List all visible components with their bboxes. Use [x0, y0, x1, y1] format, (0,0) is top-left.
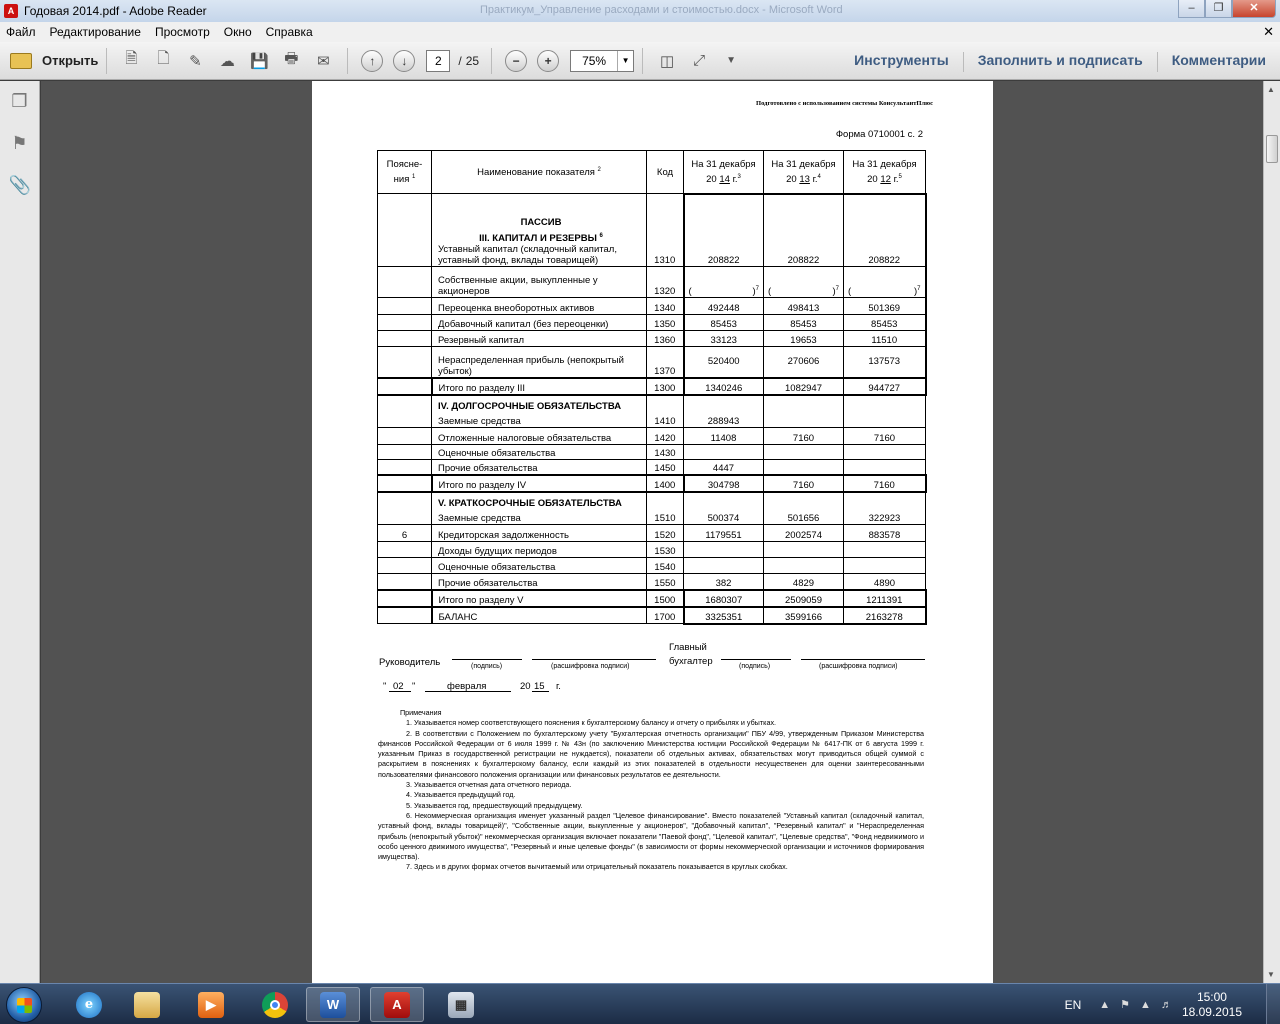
note-cell — [378, 492, 432, 525]
text-fragment: Наименование показателя — [477, 167, 595, 179]
note-cell: 6 — [378, 525, 432, 542]
row-name: Собственные акции, выкупленные у акционеров — [432, 267, 647, 298]
open-button[interactable] — [10, 53, 98, 69]
value-cell — [684, 267, 764, 298]
value-cell: 11408 — [684, 428, 764, 445]
value-cell: 137573 — [844, 347, 926, 378]
text-fragment: " — [383, 681, 387, 692]
value-cell: 11510 — [844, 331, 926, 347]
value-cell: 382 — [684, 574, 764, 590]
text-fragment: ) — [832, 286, 836, 297]
value-cell — [844, 267, 926, 298]
value-cell — [684, 558, 764, 574]
sign-month: февраля — [447, 681, 487, 692]
print-icon[interactable]: 🖶 — [284, 50, 299, 67]
edit-pdf-icon[interactable]: ✎ — [189, 52, 202, 70]
chief-accountant-label-1: Главный — [669, 642, 707, 653]
row-name: Переоценка внеоборотных активов — [432, 298, 647, 315]
toolbar-separator — [1157, 52, 1158, 72]
scroll-down-icon[interactable]: ▼ — [1267, 970, 1275, 979]
value-cell: 85453 — [764, 315, 844, 331]
note-cell — [378, 475, 432, 492]
note-7: 7. Здесь и в других формах отчетов вычитаемый или отрицательный показатель показывается в круглых скобках. — [406, 862, 788, 872]
footnotes — [378, 708, 924, 873]
value-cell: 3599166 — [764, 607, 844, 624]
note-cell — [378, 267, 432, 298]
value-cell: 288943 — [684, 395, 764, 428]
code-cell: 1300 — [647, 378, 684, 395]
create-pdf-icon[interactable]: 🗎 — [125, 50, 138, 67]
footnote-ref: 5 — [898, 173, 902, 180]
sign-day: 02 — [393, 681, 404, 692]
section-3-title — [438, 233, 644, 244]
system-tray — [1065, 984, 1280, 1024]
text-fragment: Заемные средства — [438, 416, 521, 427]
head-decode-line — [532, 648, 656, 660]
note-cell — [378, 590, 432, 607]
start-button[interactable] — [6, 987, 42, 1023]
note-cell — [378, 395, 432, 428]
menu-file[interactable]: Файл — [6, 25, 36, 39]
footnote-ref: 7 — [755, 285, 759, 292]
page-separator: / — [458, 53, 462, 68]
full-screen-icon[interactable]: ⤢ — [693, 52, 706, 69]
value-cell — [764, 445, 844, 460]
row-name: Оценочные обязательства — [432, 558, 647, 574]
note-cell — [378, 347, 432, 378]
window-title: Годовая 2014.pdf - Adobe Reader — [24, 4, 207, 18]
taskbar-chrome[interactable] — [248, 987, 302, 1022]
value-cell: 520400 — [684, 347, 764, 378]
head-label: Руководитель — [379, 657, 441, 668]
code-cell: 1700 — [647, 607, 684, 624]
text-fragment: 20 — [786, 173, 797, 185]
row-name: Доходы будущих периодов — [432, 542, 647, 558]
chrome-icon — [262, 992, 288, 1018]
value-cell — [844, 558, 926, 574]
note-cell — [378, 558, 432, 574]
taskbar-word[interactable] — [306, 987, 360, 1022]
upload-cloud-icon[interactable]: ☁ — [219, 52, 235, 70]
fit-page-icon[interactable]: ◫ — [660, 52, 675, 70]
table-row — [378, 558, 926, 574]
show-desktop-button[interactable] — [1266, 984, 1280, 1024]
scroll-up-icon[interactable]: ▲ — [1267, 85, 1275, 94]
text-fragment: 20 — [867, 173, 878, 185]
row-name: Уставный капитал (складочный капитал, уставный фонд, вклады товарищей) — [438, 244, 617, 266]
value-cell: 85453 — [684, 315, 764, 331]
value-cell: 2509059 — [764, 590, 844, 607]
value-cell — [764, 395, 844, 428]
document-close-icon[interactable]: ✕ — [1263, 24, 1274, 39]
background-window-title: Практикум_Управление расходами и стоимостью.docx - Microsoft Word — [480, 4, 843, 16]
adobe-reader-icon: A — [384, 992, 410, 1018]
table-row-subtotal — [378, 378, 926, 395]
table-row-subtotal — [378, 475, 926, 492]
value-cell — [684, 542, 764, 558]
code-cell: 1500 — [647, 590, 684, 607]
action-center-icon[interactable]: ⚑ — [1120, 999, 1131, 1011]
value-cell: 7160 — [764, 428, 844, 445]
table-row-total — [378, 607, 926, 624]
table-row — [378, 542, 926, 558]
text-fragment: 13 — [799, 173, 810, 185]
code-cell: 1450 — [647, 460, 684, 475]
text-fragment: На 31 декабря — [691, 158, 756, 170]
value-cell: 19653 — [764, 331, 844, 347]
zoom-out-icon[interactable]: − — [505, 50, 527, 72]
tab-tools[interactable]: Инструменты — [854, 52, 949, 68]
note-cell — [378, 298, 432, 315]
code-cell: 1360 — [647, 331, 684, 347]
toolbar-separator — [347, 48, 348, 74]
toolbar-separator — [491, 48, 492, 74]
footnote-ref: 6 — [599, 232, 603, 239]
header-code: Код — [647, 151, 684, 194]
main-toolbar — [0, 42, 1280, 80]
head-decode-caption: (расшифровка подписи) — [551, 663, 630, 670]
row-name — [432, 395, 647, 428]
code-cell: 1400 — [647, 475, 684, 492]
text-fragment: 20 — [520, 681, 531, 692]
table-row — [378, 460, 926, 475]
value-cell — [764, 542, 844, 558]
row-name: Итого по разделу IV — [432, 475, 647, 492]
value-cell: 492448 — [684, 298, 764, 315]
code-cell: 1510 — [647, 492, 684, 525]
value-cell: 33123 — [684, 331, 764, 347]
taskbar-calculator[interactable] — [434, 987, 488, 1022]
footnote-ref: 7 — [835, 285, 839, 292]
menu-help[interactable]: Справка — [265, 25, 313, 39]
code-cell: 1520 — [647, 525, 684, 542]
menu-edit[interactable]: Редактирование — [49, 25, 141, 39]
text-fragment: ( — [848, 285, 852, 297]
text-fragment: ( — [688, 285, 692, 297]
taskbar-media-player[interactable] — [184, 987, 238, 1022]
header-year-2 — [764, 151, 844, 194]
note-cell — [378, 574, 432, 590]
table-row — [378, 492, 926, 525]
note-cell — [378, 331, 432, 347]
note-cell — [378, 460, 432, 475]
menu-window[interactable]: Окно — [223, 25, 252, 39]
minimize-button[interactable]: – — [1178, 0, 1205, 18]
menu-bar — [0, 22, 1280, 42]
value-cell: 208822 — [764, 194, 844, 267]
zoom-select[interactable] — [570, 50, 634, 72]
form-number: Форма 0710001 с. 2 — [835, 129, 923, 140]
text-fragment: " — [412, 681, 416, 692]
value-cell: 1082947 — [764, 378, 844, 395]
tab-comments[interactable]: Комментарии — [1171, 52, 1266, 68]
text-fragment — [914, 286, 921, 297]
note-cell — [378, 445, 432, 460]
footnote-ref: 3 — [737, 173, 741, 180]
clock[interactable] — [1182, 990, 1242, 1020]
row-name: Прочие обязательства — [432, 460, 647, 475]
code-cell: 1340 — [647, 298, 684, 315]
value-cell: 1680307 — [684, 590, 764, 607]
row-name: Добавочный капитал (без переоценки) — [432, 315, 647, 331]
code-cell: 1410 — [647, 395, 684, 428]
note-6: 6. Некоммерческая организация именует указанный раздел "Целевое финансирование". Вместо показателей "Уставный капитал (складочный капитал, уставный фонд, вклады товарищей)", "Собственные акции, выкупленные у акционеров", "Добавочный капитал", "Резервный капитал" и "Нераспределенная прибыль (непокрытый убыток)" некоммерческая организация включает показатели "Паевой фонд", "Целевой капитал", "Целевые средства", "Фонд недвижимого и особо ценного движимого имущества", "Резервный и иные целевые фонды" (в зависимости от формы некоммерческой организации и источников формирования имущества). — [378, 810, 924, 862]
chevron-down-icon[interactable]: ▼ — [617, 51, 633, 71]
show-hidden-icons-icon[interactable]: ▲ — [1099, 998, 1111, 1011]
accountant-decode-line — [801, 648, 925, 660]
code-cell: 1310 — [647, 194, 684, 267]
accountant-sign-line — [721, 648, 791, 660]
table-row — [378, 395, 926, 428]
accountant-sign-caption: (подпись) — [739, 663, 771, 670]
table-header — [378, 151, 926, 194]
text-fragment: Поясне-ния — [386, 158, 423, 186]
note-2: 2. В соответствии с Положением по бухгалтерскому учету "Бухгалтерская отчетность организации" ПБУ 4/99, утвержденным Приказом Министерства финансов Российской Федерации от 6 июля 1999 г. № 43н (по заключению Министерства юстиции Российской Федерации № 6417-ПК от 6 августа 1999 г. указанным Приказ в государственной регистрации не нуждается), показатели об отдельных активах, обязательствах могут приводиться общей суммой с раскрытием в пояснениях к бухгалтерскому балансу, если каждый из этих показателей в отдельности несущественен для оценки заинтересованными пользователями финансового положения организации или финансовых результатов ее деятельности. — [378, 728, 924, 779]
document-viewport[interactable] — [41, 81, 1263, 983]
note-1: 1. Указывается номер соответствующего пояснения к бухгалтерскому балансу и отчету о прибылях и убытках. — [406, 718, 777, 728]
text-fragment — [832, 286, 839, 297]
bookmarks-icon[interactable]: ⚑ — [11, 133, 28, 153]
footnote-ref: 4 — [817, 173, 821, 180]
code-cell: 1540 — [647, 558, 684, 574]
zoom-value: 75% — [582, 53, 607, 68]
vertical-scrollbar[interactable] — [1263, 81, 1280, 983]
head-sign-line — [452, 648, 522, 660]
task-panes — [828, 52, 1266, 72]
next-page-icon[interactable]: ↓ — [393, 50, 415, 72]
value-cell: 4890 — [844, 574, 926, 590]
text-fragment: На 31 декабря — [852, 158, 917, 170]
row-name — [432, 194, 647, 267]
scrollbar-thumb[interactable] — [1266, 135, 1278, 163]
attachments-icon[interactable]: 📎 — [8, 175, 31, 195]
code-cell: 1530 — [647, 542, 684, 558]
total-pages: 25 — [465, 53, 480, 68]
section-5-title: V. КРАТКОСРОЧНЫЕ ОБЯЗАТЕЛЬСТВА — [438, 498, 622, 509]
table-row — [378, 428, 926, 445]
text-fragment: г. — [556, 681, 561, 692]
table-row-subtotal — [378, 590, 926, 607]
value-cell: 1340246 — [684, 378, 764, 395]
value-cell — [764, 267, 844, 298]
value-cell: 1179551 — [684, 525, 764, 542]
clock-date: 18.09.2015 — [1181, 1004, 1242, 1019]
row-name: Кредиторская задолженность — [432, 525, 647, 542]
note-cell — [378, 542, 432, 558]
value-cell — [844, 460, 926, 475]
row-name — [432, 492, 647, 525]
toolbar-separator — [963, 52, 964, 72]
prepared-note: Подготовлено с использованием системы КонсультантПлюс — [756, 100, 933, 107]
value-cell: 7160 — [764, 475, 844, 492]
note-cell — [378, 428, 432, 445]
footnote-ref: 2 — [597, 167, 601, 174]
code-cell: 1350 — [647, 315, 684, 331]
maximize-button[interactable]: ❐ — [1205, 0, 1232, 18]
value-cell: 208822 — [844, 194, 926, 267]
tab-fill-sign[interactable]: Заполнить и подписать — [977, 52, 1143, 68]
row-name: Резервный капитал — [432, 331, 647, 347]
row-name: Итого по разделу III — [432, 378, 647, 395]
text-fragment — [752, 286, 759, 297]
section-liabilities: ПАССИВ — [520, 216, 562, 228]
clock-time: 15:00 — [1196, 989, 1227, 1004]
taskbar — [0, 983, 1280, 1024]
text-fragment: г. — [732, 173, 738, 185]
section-4-title: IV. ДОЛГОСРОЧНЫЕ ОБЯЗАТЕЛЬСТВА — [438, 401, 622, 412]
value-cell: 4447 — [684, 460, 764, 475]
value-cell: 501369 — [844, 298, 926, 315]
code-cell: 1370 — [647, 347, 684, 378]
row-name: Прочие обязательства — [432, 574, 647, 590]
email-icon[interactable]: ✉ — [317, 52, 330, 70]
code-cell: 1320 — [647, 267, 684, 298]
value-cell: 7160 — [844, 428, 926, 445]
notes-title: Примечания — [400, 708, 442, 717]
value-cell: 270606 — [764, 347, 844, 378]
header-year-1 — [684, 151, 764, 194]
value-cell: 2002574 — [764, 525, 844, 542]
note-4: 4. Указывается предыдущий год. — [406, 790, 516, 800]
table-row — [378, 525, 926, 542]
media-player-icon: ▶ — [198, 992, 224, 1018]
header-notes — [378, 151, 432, 194]
toolbar-separator — [106, 48, 107, 74]
value-cell — [844, 395, 926, 428]
row-name: Итого по разделу V — [432, 590, 647, 607]
page-thumbnails-icon[interactable]: ❐ — [11, 91, 28, 111]
note-cell — [378, 194, 432, 267]
volume-icon[interactable]: ♬ — [1160, 998, 1172, 1011]
header-year-3 — [844, 151, 926, 194]
value-cell: 944727 — [844, 378, 926, 395]
text-fragment: ) — [913, 286, 918, 297]
note-cell — [378, 607, 432, 624]
table-row — [378, 267, 926, 298]
code-cell: 1550 — [647, 574, 684, 590]
page-number-input[interactable]: 2 — [426, 50, 450, 72]
value-cell: 501656 — [764, 492, 844, 525]
value-cell — [844, 542, 926, 558]
code-cell: 1420 — [647, 428, 684, 445]
file-explorer-icon — [134, 992, 160, 1018]
language-indicator[interactable]: EN — [1064, 997, 1082, 1012]
sign-year: 15 — [534, 681, 545, 692]
taskbar-adobe-reader[interactable] — [370, 987, 424, 1022]
toolbar-more-icon[interactable]: ▼ — [726, 55, 737, 66]
toolbar-separator — [642, 48, 643, 74]
value-cell: 208822 — [684, 194, 764, 267]
word-icon: W — [320, 992, 346, 1018]
open-label: Открыть — [42, 53, 99, 68]
value-cell: 4829 — [764, 574, 844, 590]
text-fragment: Заемные средства — [438, 513, 521, 524]
previous-page-icon[interactable]: ↑ — [361, 50, 383, 72]
pdf-icon: A — [4, 4, 18, 18]
note-5: 5. Указывается год, предшествующий предыдущему. — [406, 800, 583, 810]
table-row — [378, 445, 926, 460]
value-cell: 2163278 — [844, 607, 926, 624]
table-row — [378, 194, 926, 267]
window-controls — [1178, 0, 1276, 18]
taskbar-explorer[interactable] — [120, 987, 174, 1022]
value-cell: 304798 — [684, 475, 764, 492]
row-name: Нераспределенная прибыль (непокрытый убыток) — [432, 347, 647, 378]
note-cell — [378, 315, 432, 331]
text-fragment: 12 — [880, 173, 891, 185]
navigation-pane — [0, 81, 40, 983]
value-cell — [684, 445, 764, 460]
balance-sheet-table — [377, 150, 927, 625]
note-3: 3. Указывается отчетная дата отчетного периода. — [406, 780, 572, 790]
table-row — [378, 298, 926, 315]
internet-explorer-icon: e — [76, 992, 102, 1018]
taskbar-internet-explorer[interactable] — [62, 987, 116, 1022]
text-fragment: III. КАПИТАЛ И РЕЗЕРВЫ — [479, 233, 597, 244]
row-name: БАЛАНС — [432, 607, 647, 624]
code-cell: 1430 — [647, 445, 684, 460]
head-sign-caption: (подпись) — [471, 663, 503, 670]
table-row — [378, 331, 926, 347]
value-cell: 322923 — [844, 492, 926, 525]
text-fragment: 20 — [706, 173, 717, 185]
network-icon[interactable]: ▲ — [1140, 998, 1151, 1011]
save-icon[interactable]: 💾 — [250, 52, 269, 70]
note-cell — [378, 378, 432, 395]
title-bar — [0, 0, 1280, 22]
value-cell: 3325351 — [684, 607, 764, 624]
pdf-page — [312, 81, 993, 983]
value-cell: 498413 — [764, 298, 844, 315]
footnote-ref: 7 — [917, 285, 921, 292]
value-cell — [764, 558, 844, 574]
header-name — [432, 151, 647, 194]
row-name: Оценочные обязательства — [432, 445, 647, 460]
menu-view[interactable]: Просмотр — [154, 25, 210, 39]
close-button[interactable]: ✕ — [1232, 0, 1276, 18]
text-fragment: ) — [752, 286, 756, 297]
value-cell — [844, 445, 926, 460]
text-fragment: На 31 декабря — [771, 158, 836, 170]
row-name: Отложенные налоговые обязательства — [432, 428, 647, 445]
table-row — [378, 347, 926, 378]
footnote-ref: 1 — [412, 173, 416, 180]
text-fragment: 14 — [719, 173, 730, 185]
export-pdf-icon[interactable]: 🗋 — [157, 50, 170, 67]
zoom-in-icon[interactable]: + — [537, 50, 559, 72]
table-row — [378, 315, 926, 331]
table-row — [378, 574, 926, 590]
text-fragment: г. — [893, 173, 899, 185]
value-cell: 883578 — [844, 525, 926, 542]
chief-accountant-label-2: бухгалтер — [669, 656, 713, 667]
calculator-icon: ▦ — [448, 992, 474, 1018]
value-cell — [764, 460, 844, 475]
value-cell: 85453 — [844, 315, 926, 331]
value-cell: 500374 — [684, 492, 764, 525]
text-fragment: ( — [768, 285, 772, 297]
accountant-decode-caption: (расшифровка подписи) — [819, 663, 898, 670]
value-cell: 7160 — [844, 475, 926, 492]
folder-icon — [10, 53, 32, 69]
text-fragment: г. — [812, 173, 818, 185]
value-cell: 1211391 — [844, 590, 926, 607]
